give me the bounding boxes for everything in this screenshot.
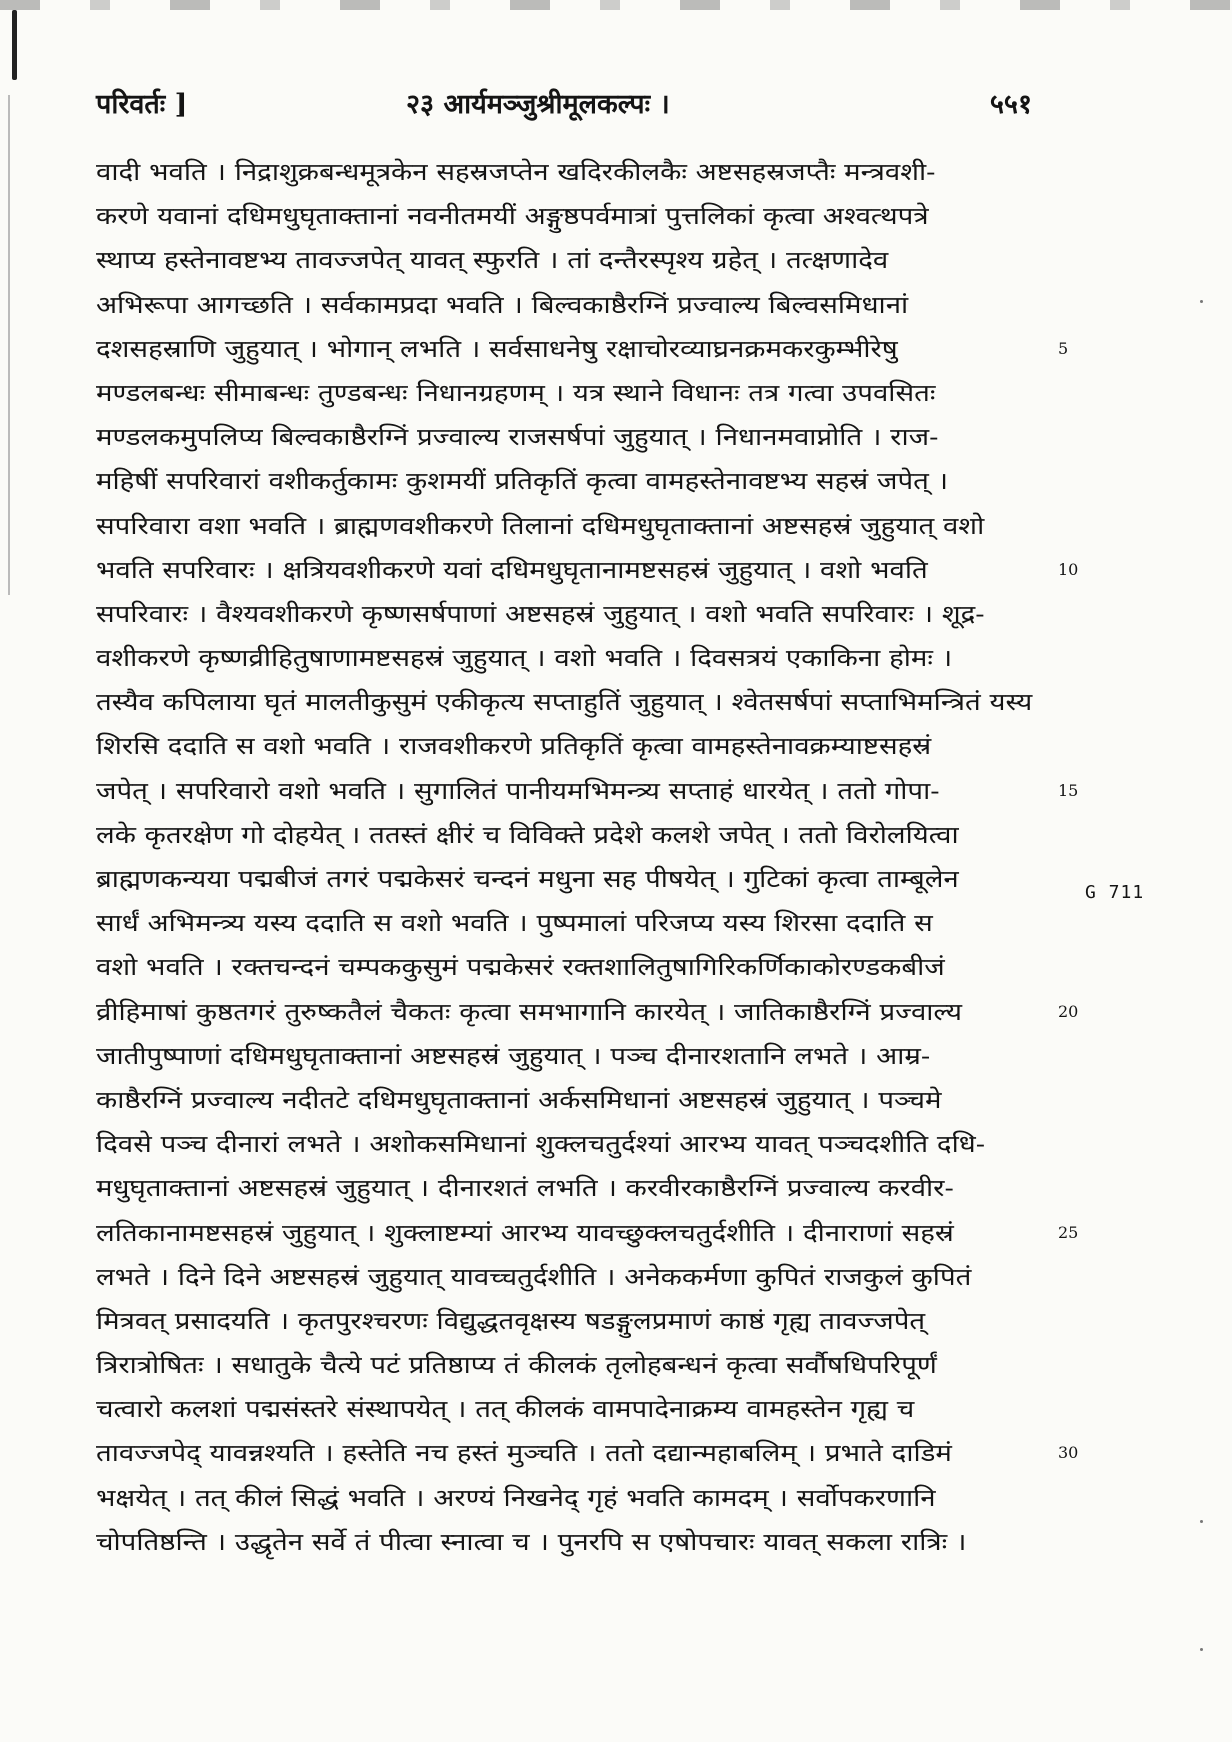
line-text: मण्डलबन्धः सीमाबन्धः तुण्डबन्धः निधानग्रहणम् । यत्र स्थाने विधानः तत्र गत्वा उपवसितः	[96, 378, 936, 407]
text-line	[96, 371, 1056, 415]
line-text: चोपतिष्ठन्ति । उद्धृतेन सर्वे तं पीत्वा स्नात्वा च । पुनरपि स एषोपचारः यावत् सकला रात्रिः ।	[96, 1527, 967, 1556]
text-line	[96, 636, 1056, 680]
line-text: शिरसि ददाति स वशो भवति । राजवशीकरणे प्रतिकृतिं कृत्वा वामहस्तेनावक्रम्याष्टसहस्रं	[96, 732, 932, 761]
text-line	[96, 327, 1069, 371]
running-header	[96, 84, 1056, 124]
text-line	[96, 857, 1056, 901]
line-text: भवति सपरिवारः । क्षत्रियवशीकरणे यवां दधिमधुघृतानामष्टसहस्रं जुहुयात् । वशो भवति	[96, 555, 928, 584]
line-text: अभिरूपा आगच्छति । सर्वकामप्रदा भवति । बिल्वकाष्ठैरग्निं प्रज्वाल्य बिल्वसमिधानां	[96, 290, 909, 319]
text-line	[96, 813, 1056, 857]
line-text: सार्धं अभिमन्त्र्य यस्य ददाति स वशो भवति । पुष्पमालां परिजप्य यस्य शिरसा ददाति स	[96, 909, 933, 938]
line-text: दशसहस्राणि जुहुयात् । भोगान् लभति । सर्वसाधनेषु रक्षाचोरव्याघ्रनक्रमकरकुम्भीरेषु	[96, 334, 898, 363]
text-line	[96, 1211, 1079, 1255]
line-text: करणे यवानां दधिमधुघृताक्तानां नवनीतमयीं अङ्गुष्ठपर्वमात्रां पुत्तलिकां कृत्वा अश्वत्थपत्रे	[96, 202, 929, 231]
text-line	[96, 1299, 1056, 1343]
text-line	[96, 1520, 1056, 1564]
line-text: जपेत् । सपरिवारो वशो भवति । सुगालितं पानीयमभिमन्त्र्य सप्ताहं धारयेत् । ततो गोपा-	[96, 776, 940, 805]
binding-shadow	[8, 95, 10, 595]
line-text: जातीपुष्पाणां दधिमधुघृताक्तानां अष्टसहस्रं जुहुयात् । पञ्च दीनारशतानि लभते । आम्र-	[96, 1041, 931, 1070]
line-text: लभते । दिने दिने अष्टसहस्रं जुहुयात् यावच्चतुर्दशीति । अनेककर्मणा कुपितं राजकुलं कुपितं	[96, 1262, 972, 1291]
page-title: २३ आर्यमञ्जुश्रीमूलकल्पः ।	[406, 89, 670, 120]
line-text: लके कृतरक्षेण गो दोहयेत् । ततस्तं क्षीरं च विविक्ते प्रदेशे कलशे जपेत् । ततो विरोलयित्वा	[96, 820, 959, 849]
text-line	[96, 724, 1056, 768]
margin-reference: G 711	[1085, 882, 1145, 903]
dust-speck	[1200, 300, 1203, 303]
line-text: महिषीं सपरिवारां वशीकर्तुकामः कुशमयीं प्रतिकृतिं कृत्वा वामहस्तेनावष्टभ्य सहस्रं जपेत् ।	[96, 467, 949, 496]
text-line	[96, 592, 1056, 636]
text-line	[96, 504, 1056, 548]
text-line	[96, 548, 1079, 592]
line-text: व्रीहिमाषां कुष्ठतगरं तुरुष्कतैलं चैकतः कृत्वा समभागानि कारयेत् । जातिकाष्ठैरग्निं प्रज्वाल्य	[96, 997, 963, 1026]
text-line	[96, 283, 1056, 327]
text-line	[96, 1431, 1079, 1475]
line-text: सपरिवारा वशा भवति । ब्राह्मणवशीकरणे तिलानां दधिमधुघृताक्तानां अष्टसहस्रं जुहुयात् वशो	[96, 511, 985, 540]
line-text: मधुघृताक्तानां अष्टसहस्रं जुहुयात् । दीनारशतं लभति । करवीरकाष्ठैरग्निं प्रज्वाल्य करवीर-	[96, 1174, 954, 1203]
line-text: दिवसे पञ्च दीनारां लभते । अशोकसमिधानां शुक्लचतुर्दश्यां आरभ्य यावत् पञ्चदशीति दधि-	[96, 1130, 986, 1159]
text-line	[96, 1387, 1056, 1431]
text-line	[96, 1122, 1056, 1166]
line-number: 20	[1058, 1001, 1079, 1021]
text-line	[96, 150, 1056, 194]
dust-speck	[1200, 1520, 1203, 1523]
scan-edge-artifact	[0, 0, 1232, 10]
line-text: चत्वारो कलशां पद्मसंस्तरे संस्थापयेत् । तत् कीलकं वामपादेनाक्रम्य वामहस्तेन गृह्य च	[96, 1395, 915, 1424]
dust-speck	[1200, 1648, 1203, 1651]
text-line	[96, 945, 1056, 989]
line-text: वादी भवति । निद्राशुक्रबन्धमूत्रकेन सहस्रजप्तेन खदिरकीलकैः अष्टसहस्रजप्तैः मन्त्रवशी-	[96, 158, 936, 186]
text-line	[96, 901, 1056, 945]
line-number: 15	[1058, 780, 1079, 800]
line-text: वशीकरणे कृष्णव्रीहितुषाणामष्टसहस्रं जुहुयात् । वशो भवति । दिवसत्रयं एकाकिना होमः ।	[96, 644, 953, 673]
line-text: मित्रवत् प्रसादयति । कृतपुरश्चरणः विद्युद्धतवृक्षस्य षडङ्गुलप्रमाणं काष्ठं गृह्य तावज्जपेत्	[96, 1306, 926, 1335]
line-text: लतिकानामष्टसहस्रं जुहुयात् । शुक्लाष्टम्यां आरभ्य यावच्छुक्लचतुर्दशीति । दीनाराणां सहस्रं	[96, 1218, 954, 1247]
line-text: सपरिवारः । वैश्यवशीकरणे कृष्णसर्षपाणां अष्टसहस्रं जुहुयात् । वशो भवति सपरिवारः । शूद्र-	[96, 599, 985, 628]
line-text: तस्यैव कपिलाया घृतं मालतीकुसुमं एकीकृत्य सप्ताहुतिं जुहुयात् । श्वेतसर्षपां सप्ताभिमन्त्रितं यस्य	[96, 688, 1033, 717]
text-line	[96, 990, 1079, 1034]
line-text: भक्षयेत् । तत् कीलं सिद्धं भवति । अरण्यं निखनेद् गृहं भवति कामदम् । सर्वोपकरणानि	[96, 1483, 936, 1512]
text-line	[96, 1343, 1056, 1387]
text-line	[96, 1034, 1056, 1078]
line-text: तावज्जपेद् यावन्नश्यति । हस्तेति नच हस्तं मुञ्चति । ततो दद्यान्महाबलिम् । प्रभाते दाडिमं	[96, 1439, 952, 1468]
text-line	[96, 238, 1056, 282]
line-text: काष्ठैरग्निं प्रज्वाल्य नदीतटे दधिमधुघृताक्तानां अर्कसमिधानां अष्टसहस्रं जुहुयात् । पञ्चमे	[96, 1085, 942, 1114]
line-text: स्थाप्य हस्तेनावष्टभ्य तावज्जपेत् यावत् स्फुरति । तां दन्तैरस्पृश्य ग्रहेत् । तत्क्षणादेव	[96, 246, 889, 275]
text-line	[96, 769, 1079, 813]
text-line	[96, 680, 1056, 724]
text-line	[96, 1255, 1056, 1299]
line-text: मण्डलकमुपलिप्य बिल्वकाष्ठैरग्निं प्रज्वाल्य राजसर्षपां जुहुयात् । निधानमवाप्नोति । राज-	[96, 423, 939, 452]
text-line	[96, 1166, 1056, 1210]
text-line	[96, 194, 1056, 238]
page-number: ५५१	[989, 89, 1032, 120]
line-number: 5	[1058, 338, 1069, 358]
text-line	[96, 415, 1056, 459]
line-text: त्रिरात्रोषितः । सधातुके चैत्ये पटं प्रतिष्ठाप्य तं कीलकं तृलोहबन्धनं कृत्वा सर्वौषधिपरिपूर्णं	[96, 1351, 937, 1380]
text-body	[96, 150, 1079, 1564]
text-line	[96, 1078, 1056, 1122]
text-line	[96, 459, 1056, 503]
binding-mark	[12, 10, 17, 80]
line-text: वशो भवति । रक्तचन्दनं चम्पककुसुमं पद्मकेसरं रक्तशालितुषागिरिकर्णिकाकोरण्डकबीजं	[96, 953, 945, 982]
line-number: 10	[1058, 559, 1079, 579]
chapter-label: परिवर्तः ]	[96, 89, 188, 120]
line-text: ब्राह्मणकन्यया पद्मबीजं तगरं पद्मकेसरं चन्दनं मधुना सह पीषयेत् । गुटिकां कृत्वा ताम्बूलेन	[96, 865, 959, 893]
line-number: 30	[1058, 1443, 1079, 1463]
text-line	[96, 1476, 1056, 1520]
line-number: 25	[1058, 1222, 1079, 1242]
